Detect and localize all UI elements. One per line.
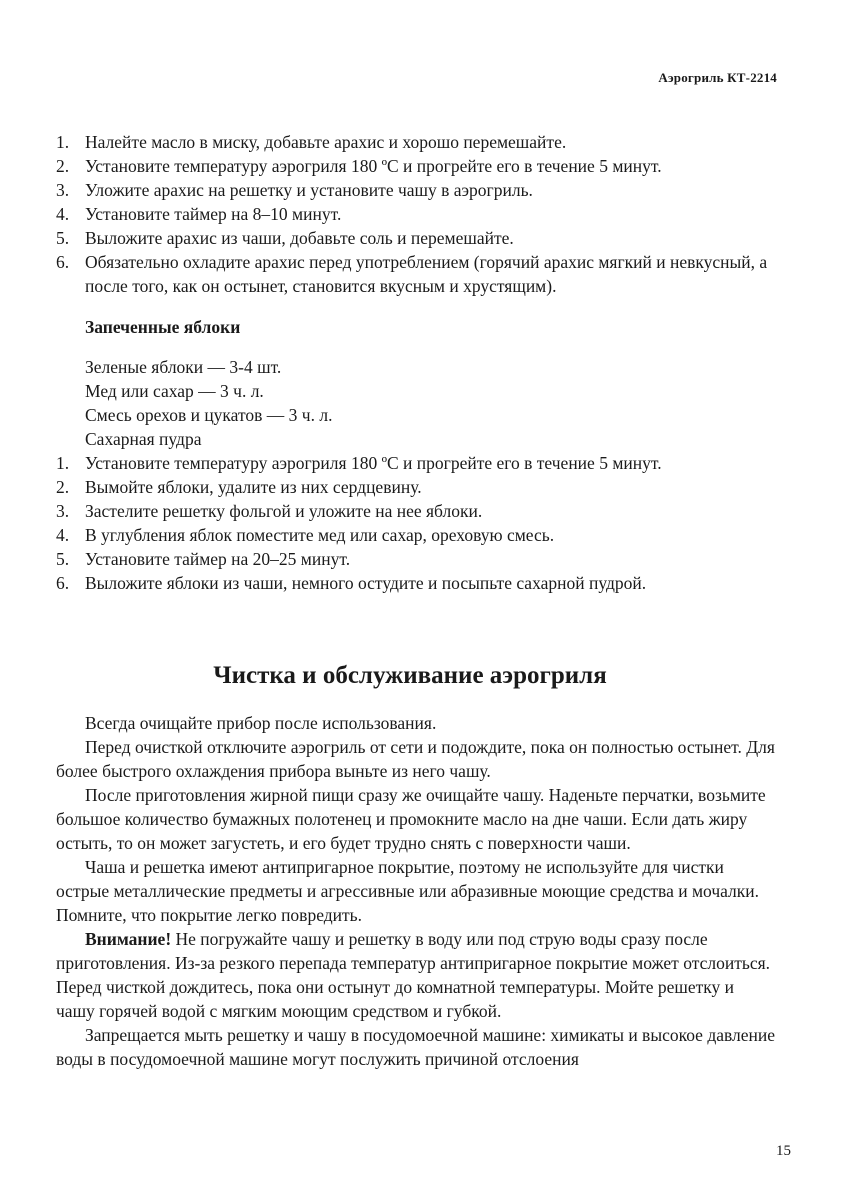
paragraph: После приготовления жирной пищи сразу же очищайте чашу. Наденьте перчатки, возьмите большое количество бумажных полотенец и промокните масло на дне чаши. Если дать жиру остыть, то он может загустеть, и его будет трудно снять с поверхности чаши. (56, 785, 766, 853)
step-text: Обязательно охладите арахис перед употреблением (горячий арахис мягкий и невкусный, а после того, как он остынет, становится вкусным и хрустящим). (85, 252, 768, 296)
paragraph: Перед очисткой отключите аэрогриль от сети и подождите, пока он полностью остынет. Для более быстрого охлаждения прибора выньте из него чашу. (56, 737, 775, 781)
list-item (56, 154, 776, 178)
list-item (56, 547, 776, 571)
ingredient-item: Зеленые яблоки — 3-4 шт. (85, 357, 282, 377)
list-item (56, 130, 776, 154)
paragraph: Запрещается мыть решетку и чашу в посудомоечной машине: химикаты и высокое давление воды в посудомоечной машине могут послужить причиной отслоения (56, 1025, 776, 1069)
list-item (56, 226, 776, 250)
step-number: 5. (56, 549, 70, 569)
page-number: 15 (776, 1143, 791, 1159)
paragraph: Чаша и решетка имеют антипригарное покрытие, поэтому не используйте для чистки острые металлические предметы и агрессивные или абразивные моющие средства и мочалки. Помните, что покрытие легко повредить. (56, 857, 760, 925)
step-number: 1. (56, 132, 70, 152)
page-content (56, 130, 776, 1071)
step-number: 2. (56, 156, 70, 176)
step-text: Уложите арахис на решетку и установите чашу в аэрогриль. (85, 180, 533, 200)
step-text: Застелите решетку фольгой и уложите на нее яблоки. (85, 501, 483, 521)
step-text: В углубления яблок поместите мед или сахар, ореховую смесь. (85, 525, 555, 545)
step-text: Выложите арахис из чаши, добавьте соль и перемешайте. (85, 228, 514, 248)
list-item (56, 250, 776, 298)
step-text: Установите таймер на 20–25 минут. (85, 549, 351, 569)
list-item (56, 451, 776, 475)
section-title: Чистка и обслуживание аэрогриля (213, 662, 607, 689)
step-text: Вымойте яблоки, удалите из них сердцевину. (85, 477, 422, 497)
step-number: 6. (56, 573, 70, 593)
step-text: Выложите яблоки из чаши, немного остудите и посыпьте сахарной пудрой. (85, 573, 647, 593)
step-number: 4. (56, 525, 70, 545)
step-text: Установите температуру аэрогриля 180 ºС и прогрейте его в течение 5 минут. (85, 156, 662, 176)
ingredients-list (85, 355, 776, 451)
list-item (56, 475, 776, 499)
list-item (56, 202, 776, 226)
step-number: 3. (56, 180, 70, 200)
apple-steps-list (56, 451, 776, 595)
step-number: 3. (56, 501, 70, 521)
recipe-title: Запеченные яблоки (85, 317, 241, 337)
step-number: 1. (56, 453, 70, 473)
step-number: 5. (56, 228, 70, 248)
peanut-steps-list (56, 130, 776, 298)
step-text: Установите таймер на 8–10 минут. (85, 204, 342, 224)
warning-label: Внимание! (85, 929, 172, 949)
step-text: Установите температуру аэрогриля 180 ºС и прогрейте его в течение 5 минут. (85, 453, 662, 473)
paragraph: Всегда очищайте прибор после использования. (85, 713, 437, 733)
list-item (56, 178, 776, 202)
warning-text: Не погружайте чашу и решетку в воду или под струю воды сразу после приготовления. Из-за резкого перепада температур антипригарное покрытие может отслоиться. Перед чисткой дождитесь, пока они остынут до комнатной температуры. Мойте решетку и чашу горячей водой с мягким моющим средством и губкой. (56, 929, 771, 1021)
ingredient-item: Смесь орехов и цукатов — 3 ч. л. (85, 405, 333, 425)
ingredient-item: Сахарная пудра (85, 429, 202, 449)
warning-paragraph (56, 927, 776, 1023)
list-item (56, 523, 776, 547)
step-number: 6. (56, 252, 70, 272)
step-number: 4. (56, 204, 70, 224)
section-body (56, 711, 776, 1071)
running-header: Аэрогриль КТ-2214 (658, 70, 777, 85)
step-number: 2. (56, 477, 70, 497)
list-item (56, 571, 776, 595)
ingredient-item: Мед или сахар — 3 ч. л. (85, 381, 264, 401)
list-item (56, 499, 776, 523)
step-text: Налейте масло в миску, добавьте арахис и хорошо перемешайте. (85, 132, 567, 152)
